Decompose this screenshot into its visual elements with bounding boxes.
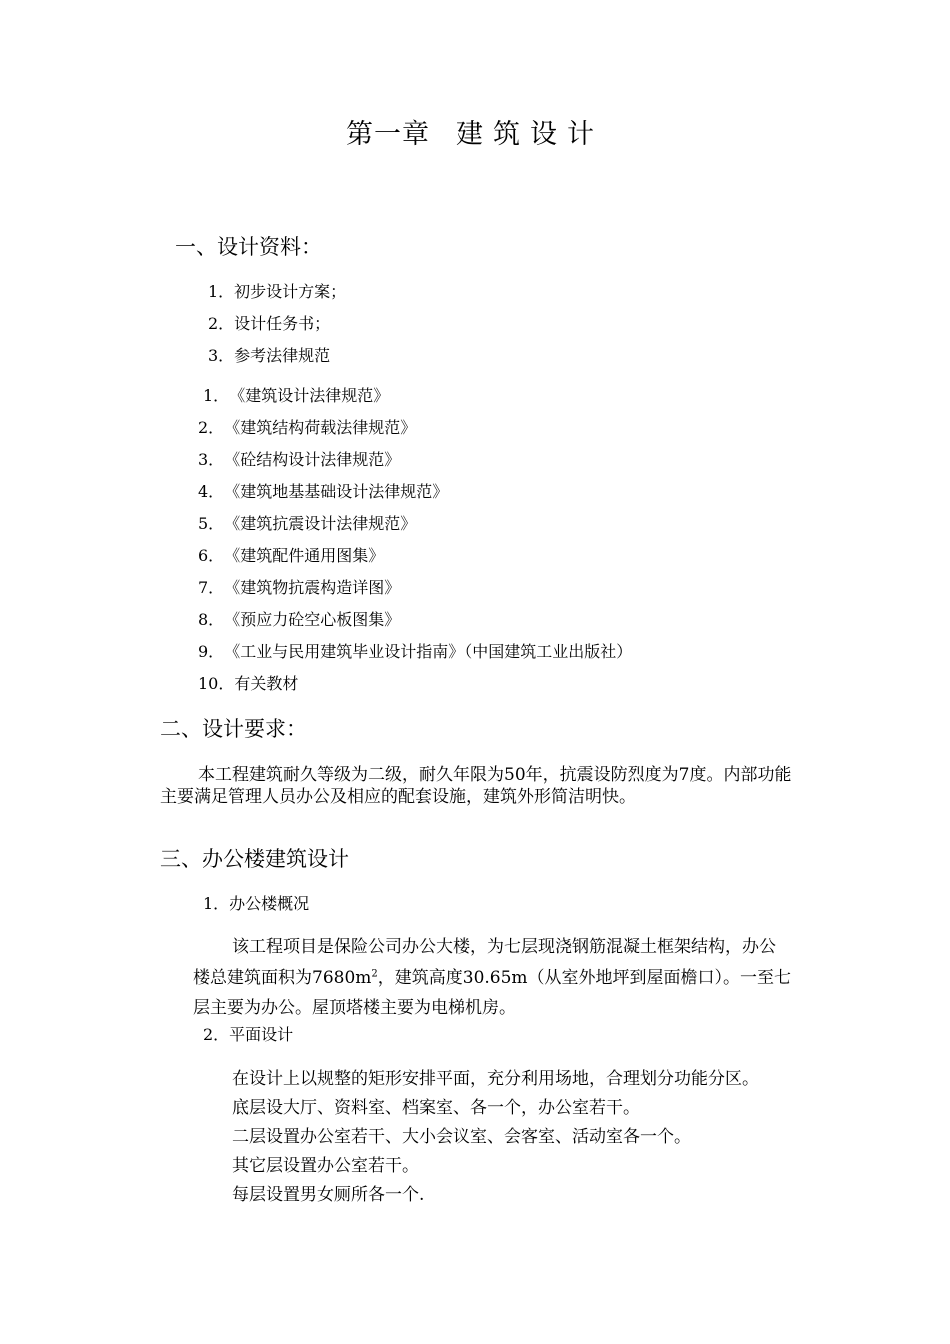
paragraph-line: 本工程建筑耐久等级为二级，耐久年限为50年，抗震设防烈度为7度。内部功能 xyxy=(198,765,792,785)
list-item: 10．有关教材 xyxy=(198,674,299,693)
paragraph-line: 二层设置办公室若干、大小会议室、会客室、活动室各一个。 xyxy=(232,1127,691,1147)
list-item: 8．《预应力砼空心板图集》 xyxy=(198,610,401,629)
section-heading-3: 三、办公楼建筑设计 xyxy=(160,847,349,871)
subsection-heading: 2．平面设计 xyxy=(203,1025,294,1044)
list-item: 4．《建筑地基基础设计法律规范》 xyxy=(198,482,449,501)
paragraph-line: 该工程项目是保险公司办公大楼，为七层现浇钢筋混凝土框架结构，办公 xyxy=(232,937,776,957)
section-heading-1: 一、设计资料： xyxy=(175,235,322,259)
list-item: 7．《建筑物抗震构造详图》 xyxy=(198,578,401,597)
paragraph-line: 每层设置男女厕所各一个. xyxy=(232,1185,425,1205)
list-item: 3．《砼结构设计法律规范》 xyxy=(198,450,401,469)
list-item: 1．《建筑设计法律规范》 xyxy=(203,386,390,405)
list-item: 2．《建筑结构荷载法律规范》 xyxy=(198,418,417,437)
paragraph-line: 主要满足管理人员办公及相应的配套设施，建筑外形简洁明快。 xyxy=(160,787,636,807)
paragraph-line: 底层设大厅、资料室、档案室、各一个，办公室若干。 xyxy=(232,1098,640,1118)
paragraph-line: 在设计上以规整的矩形安排平面，充分利用场地，合理划分功能分区。 xyxy=(232,1069,759,1089)
list-item: 6．《建筑配件通用图集》 xyxy=(198,546,385,565)
chapter-number: 第一章 xyxy=(346,119,430,150)
list-item: 2．设计任务书； xyxy=(208,314,331,333)
list-item: 3．参考法律规范 xyxy=(208,346,331,365)
list-item: 1．初步设计方案； xyxy=(208,282,347,301)
subsection-heading: 1．办公楼概况 xyxy=(203,894,310,913)
chapter-name: 建筑设计 xyxy=(456,119,604,150)
paragraph-line: 其它层设置办公室若干。 xyxy=(232,1156,419,1176)
paragraph-line: 层主要为办公。屋顶塔楼主要为电梯机房。 xyxy=(193,998,516,1018)
chapter-title xyxy=(0,112,950,151)
section-heading-2: 二、设计要求： xyxy=(160,717,307,741)
paragraph-line: 楼总建筑面积为$7680m^2$，建筑高度30.65m（从室外地坪到屋面檐口）。一至七 xyxy=(193,968,792,988)
list-item: 5．《建筑抗震设计法律规范》 xyxy=(198,514,417,533)
list-item: 9．《工业与民用建筑毕业设计指南》（中国建筑工业出版社） xyxy=(198,642,633,661)
